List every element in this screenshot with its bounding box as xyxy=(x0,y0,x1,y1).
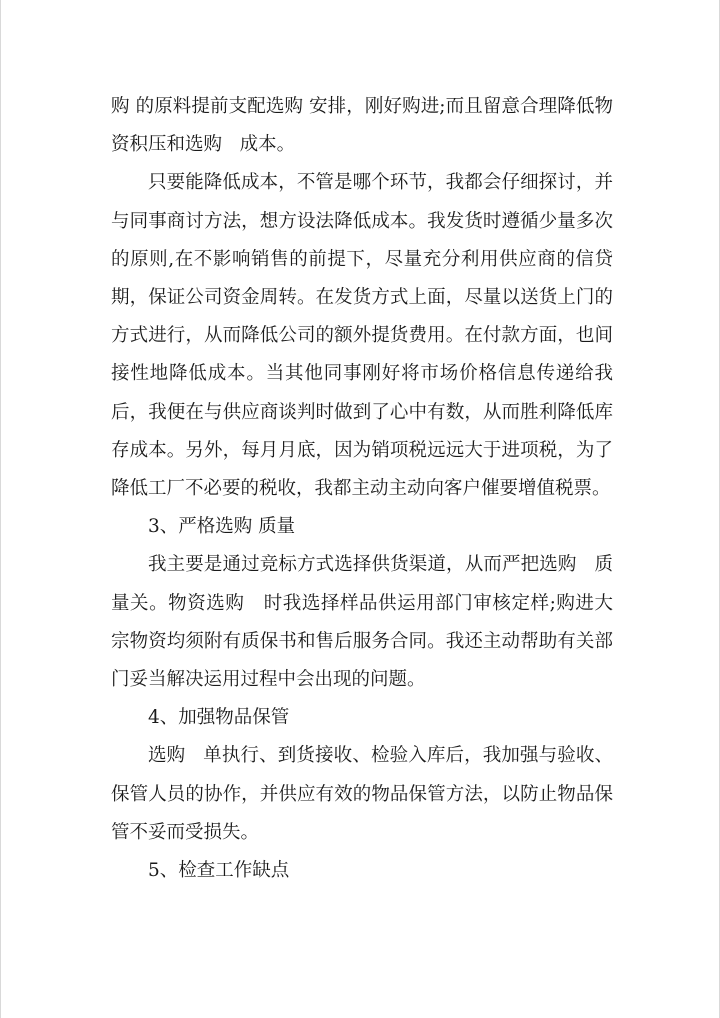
paragraph-continuation: 购 的原料提前支配选购 安排，刚好购进;而且留意合理降低物资积压和选购 成本。 xyxy=(111,96,613,156)
section-heading-shortcomings: 5、检查工作缺点 xyxy=(148,860,290,882)
paragraph-storage: 选购 单执行、到货接收、检验入库后，我加强与验收、保管人员的协作，并供应有效的物品保管方法，以防止物品保管不妥而受损失。 xyxy=(111,745,613,843)
document-body xyxy=(111,88,613,890)
paragraph-cost-reduction: 只要能降低成本，不管是哪个环节，我都会仔细探讨，并与同事商讨方法，想方设法降低成本。我发货时遵循少量多次的原则,在不影响销售的前提下，尽量充分利用供应商的信贷期，保证公司资金周转。在发货方式上面，尽量以送货上门的方式进行，从而降低公司的额外提货费用。在付款方面，也间接性地降低成本。当其他同事刚好将市场价格信息传递给我后，我便在与供应商谈判时做到了心中有数，从而胜利降低库存成本。另外，每月月底，因为销项税远远大于进项税，为了降低工厂不必要的税收，我都主动主动向客户催要增值税票。 xyxy=(111,172,613,500)
section-heading-storage: 4、加强物品保管 xyxy=(148,707,290,729)
section-heading-quality: 3、严格选购 质量 xyxy=(148,516,296,538)
paragraph-quality: 我主要是通过竞标方式选择供货渠道，从而严把选购 质量关。物资选购 时我选择样品供运用部门审核定样;购进大宗物资均须附有质保书和售后服务合同。我还主动帮助有关部门妥当解决运用过程中会出现的问题。 xyxy=(111,554,613,691)
